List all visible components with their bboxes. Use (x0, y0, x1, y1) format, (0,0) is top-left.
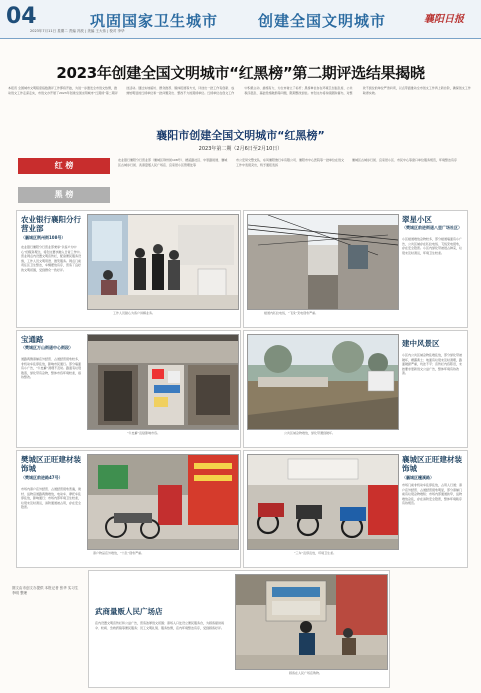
item-7-body: 店内设置文明宣传栏和公益广告，营造浓厚创文氛围；商场入口处设立便民服务台，为顾客提供雨伞、轮椅、急救药箱等便民服务；员工文明礼貌、服务热情，店内环境整洁有序，受到顾客好评。 (95, 621, 225, 630)
item-1-photo (87, 214, 239, 310)
page-number: 04 (6, 4, 37, 29)
slogan-left: 巩固国家卫生城市 (90, 12, 219, 30)
item-6-caption: “三车”乱停乱放，环境卫生差。 (294, 551, 337, 555)
item-2-title: 翠星小区 (402, 215, 432, 224)
item-1-title: 农业银行襄阳分行营业部 (21, 215, 81, 233)
item-6-photo (247, 454, 399, 550)
intro-text: 本报讯 全国城市文明程度指数测评工作即将开始，为进一步激发全市创文热情，推动创文工作走深走实，市创文办开展了2023年创建全国文明城市“红黑榜”第二期评选活动。通过实地暗访、群众推荐、媒体报道等方式，评选出一批工作有创新、成效较明显的红榜单位和一批问题突出、整改不力的黑榜单位。红榜单位在创文工作中积极主动、措施有力，为全市树立了标杆；黑榜单位存在环境卫生脏乱差、公共秩序混乱、基础设施破损等问题，限期整改到位。市创文办将持续跟踪督办，对整改不到位的单位严肃问责，以点带面推动全市创文工作再上新台阶，确保创文工作取得实效。 (8, 86, 471, 95)
item-5-photo (87, 454, 239, 550)
item-5-body: 市场内商户店外经营、占道经营现象普遍，建材、货物沿道路两侧堆放，电动车、摩托车乱停乱放，影响通行；市场内部环境卫生较差，垃圾未及时清运，消防通道被占用，存在安全隐患。 (21, 487, 82, 510)
headline: 2023年创建全国文明城市“红黑榜”第二期评选结果揭晓 (56, 64, 425, 82)
masthead (0, 0, 481, 39)
item-2-photo (247, 214, 399, 310)
item-3-caption: “牛皮癣”乱贴影响市容。 (127, 431, 161, 435)
item-3-photo (87, 334, 239, 430)
subhead: 襄阳市创建全国文明城市“红黑榜” (156, 129, 325, 142)
red-list-badge: 红 榜 (18, 158, 110, 174)
item-5-panel (16, 450, 241, 568)
item-2-subtitle: （樊城区前进街道八里广场社区） (402, 225, 462, 230)
red-summary-3: 襄城区古城步行街、宜家居小区、市民中心等窗口单位服务规范，环境整洁有序 (352, 158, 458, 162)
item-5-caption: 商户物品店外堆放，“十乱”现象严重。 (93, 551, 145, 555)
item-2-body: 小区楼道堆放杂物较多，部分楼道墙面有小广告，公共区域存在私拉电线、飞线充电现象，存在安全隐患。小区内绿化带被侵占种菜，垃圾未及时清运，环境卫生较差。 (402, 237, 463, 255)
item-1-subtitle: （襄城区荆州街108号） (21, 235, 66, 240)
item-7-photo (235, 574, 388, 670)
item-2-caption: 楼道内私拉电线，“飞线”充电现象严重。 (264, 311, 319, 315)
item-6-title: 襄城区正旺建材装饰城 (402, 455, 462, 473)
item-4-title: 建中风景区 (402, 339, 440, 348)
slogan-right: 创建全国文明城市 (258, 12, 387, 30)
sidebar-note: 图文由市创文办提供 本报记者 张华 实习生 李明 整理 (12, 586, 79, 595)
brand-logo: 襄阳日报 (424, 14, 464, 25)
masthead-meta: 2023年7月11日 星期二 责编 冯波 | 美编 王大伟 | 校对 李华 (30, 29, 125, 33)
item-3-subtitle: （樊城区万山街道中心街段） (21, 345, 73, 350)
item-4-body: 小区内公共区域杂物乱堆乱放，部分绿化带被破坏，裸露黄土；地面有垃圾未及时清理，路面破损严重，坑洼不平；宣传栏内容陈旧，未按要求更新创文公益广告，整体环境有待改善。 (402, 353, 463, 376)
item-6-subtitle: （襄城区檀溪路） (402, 475, 434, 480)
red-summary-1: 农业银行襄阳分行营业部（襄城区荆州街108号）、檀溪路社区、中原路街道、襄城区古城步行街、武商量贩人民广场店、宜家居小区管理处等 (118, 158, 228, 167)
item-3-title: 宝通路 (21, 335, 44, 344)
item-3-body: 道路两侧商铺店外经营、占道经营现象较多，非机动车乱停乱放，影响市民通行。部分墙面有小广告，“牛皮癣”清理不及时。路面有垃圾散落，绿化带有杂物，整体市容环境较差，亟待整改。 (21, 357, 82, 380)
item-4-caption: 公共区域杂物堆放，绿化带遭到破坏。 (284, 431, 336, 435)
item-4-panel (243, 330, 468, 448)
item-1-panel (16, 210, 241, 328)
item-2-panel (243, 210, 468, 328)
black-list-badge: 黑 榜 (18, 187, 110, 203)
item-7-panel (88, 570, 390, 688)
period-line: 2023年第二期（2月6日至2月10日） (198, 146, 283, 152)
item-5-title: 樊城区正旺建材装饰城 (21, 455, 81, 473)
item-3-panel (16, 330, 241, 448)
item-1-caption: 工作人员耐心为客户讲解业务。 (113, 311, 156, 315)
red-summary-2: 市公安局交警支队、东风襄阳旅行车有限公司、襄阳市中心医院等一批单位在创文工作中表现突出，特予通报表扬 (236, 158, 345, 167)
item-6-body: 市场门前非机动车乱停乱放，占用人行道；商户店外经营、占道经营现象明显，部分商铺门前有垃圾杂物堆积；市场内部通道狭窄，货物堆放杂乱，存在消防安全隐患，整体环境秩序有待规范。 (402, 483, 463, 506)
item-6-panel (243, 450, 468, 568)
item-4-photo (247, 334, 399, 430)
item-7-caption: 顾客在人民广场店购物。 (289, 671, 323, 675)
item-7-title: 武商量贩人民广场店 (95, 607, 163, 616)
item-5-subtitle: （樊城区前进路47号） (21, 475, 63, 480)
item-1-body: 农业银行襄阳分行营业部秉承“以客户为中心”的服务理念，将创文要求融入日常工作中。营业网点内设置文明宣传栏，配备便民服务设施，工作人员文明用语、微笑服务。网点门前责任区卫生整洁，车辆摆放有序，营造了良好的文明氛围，受到群众一致好评。 (21, 245, 83, 272)
